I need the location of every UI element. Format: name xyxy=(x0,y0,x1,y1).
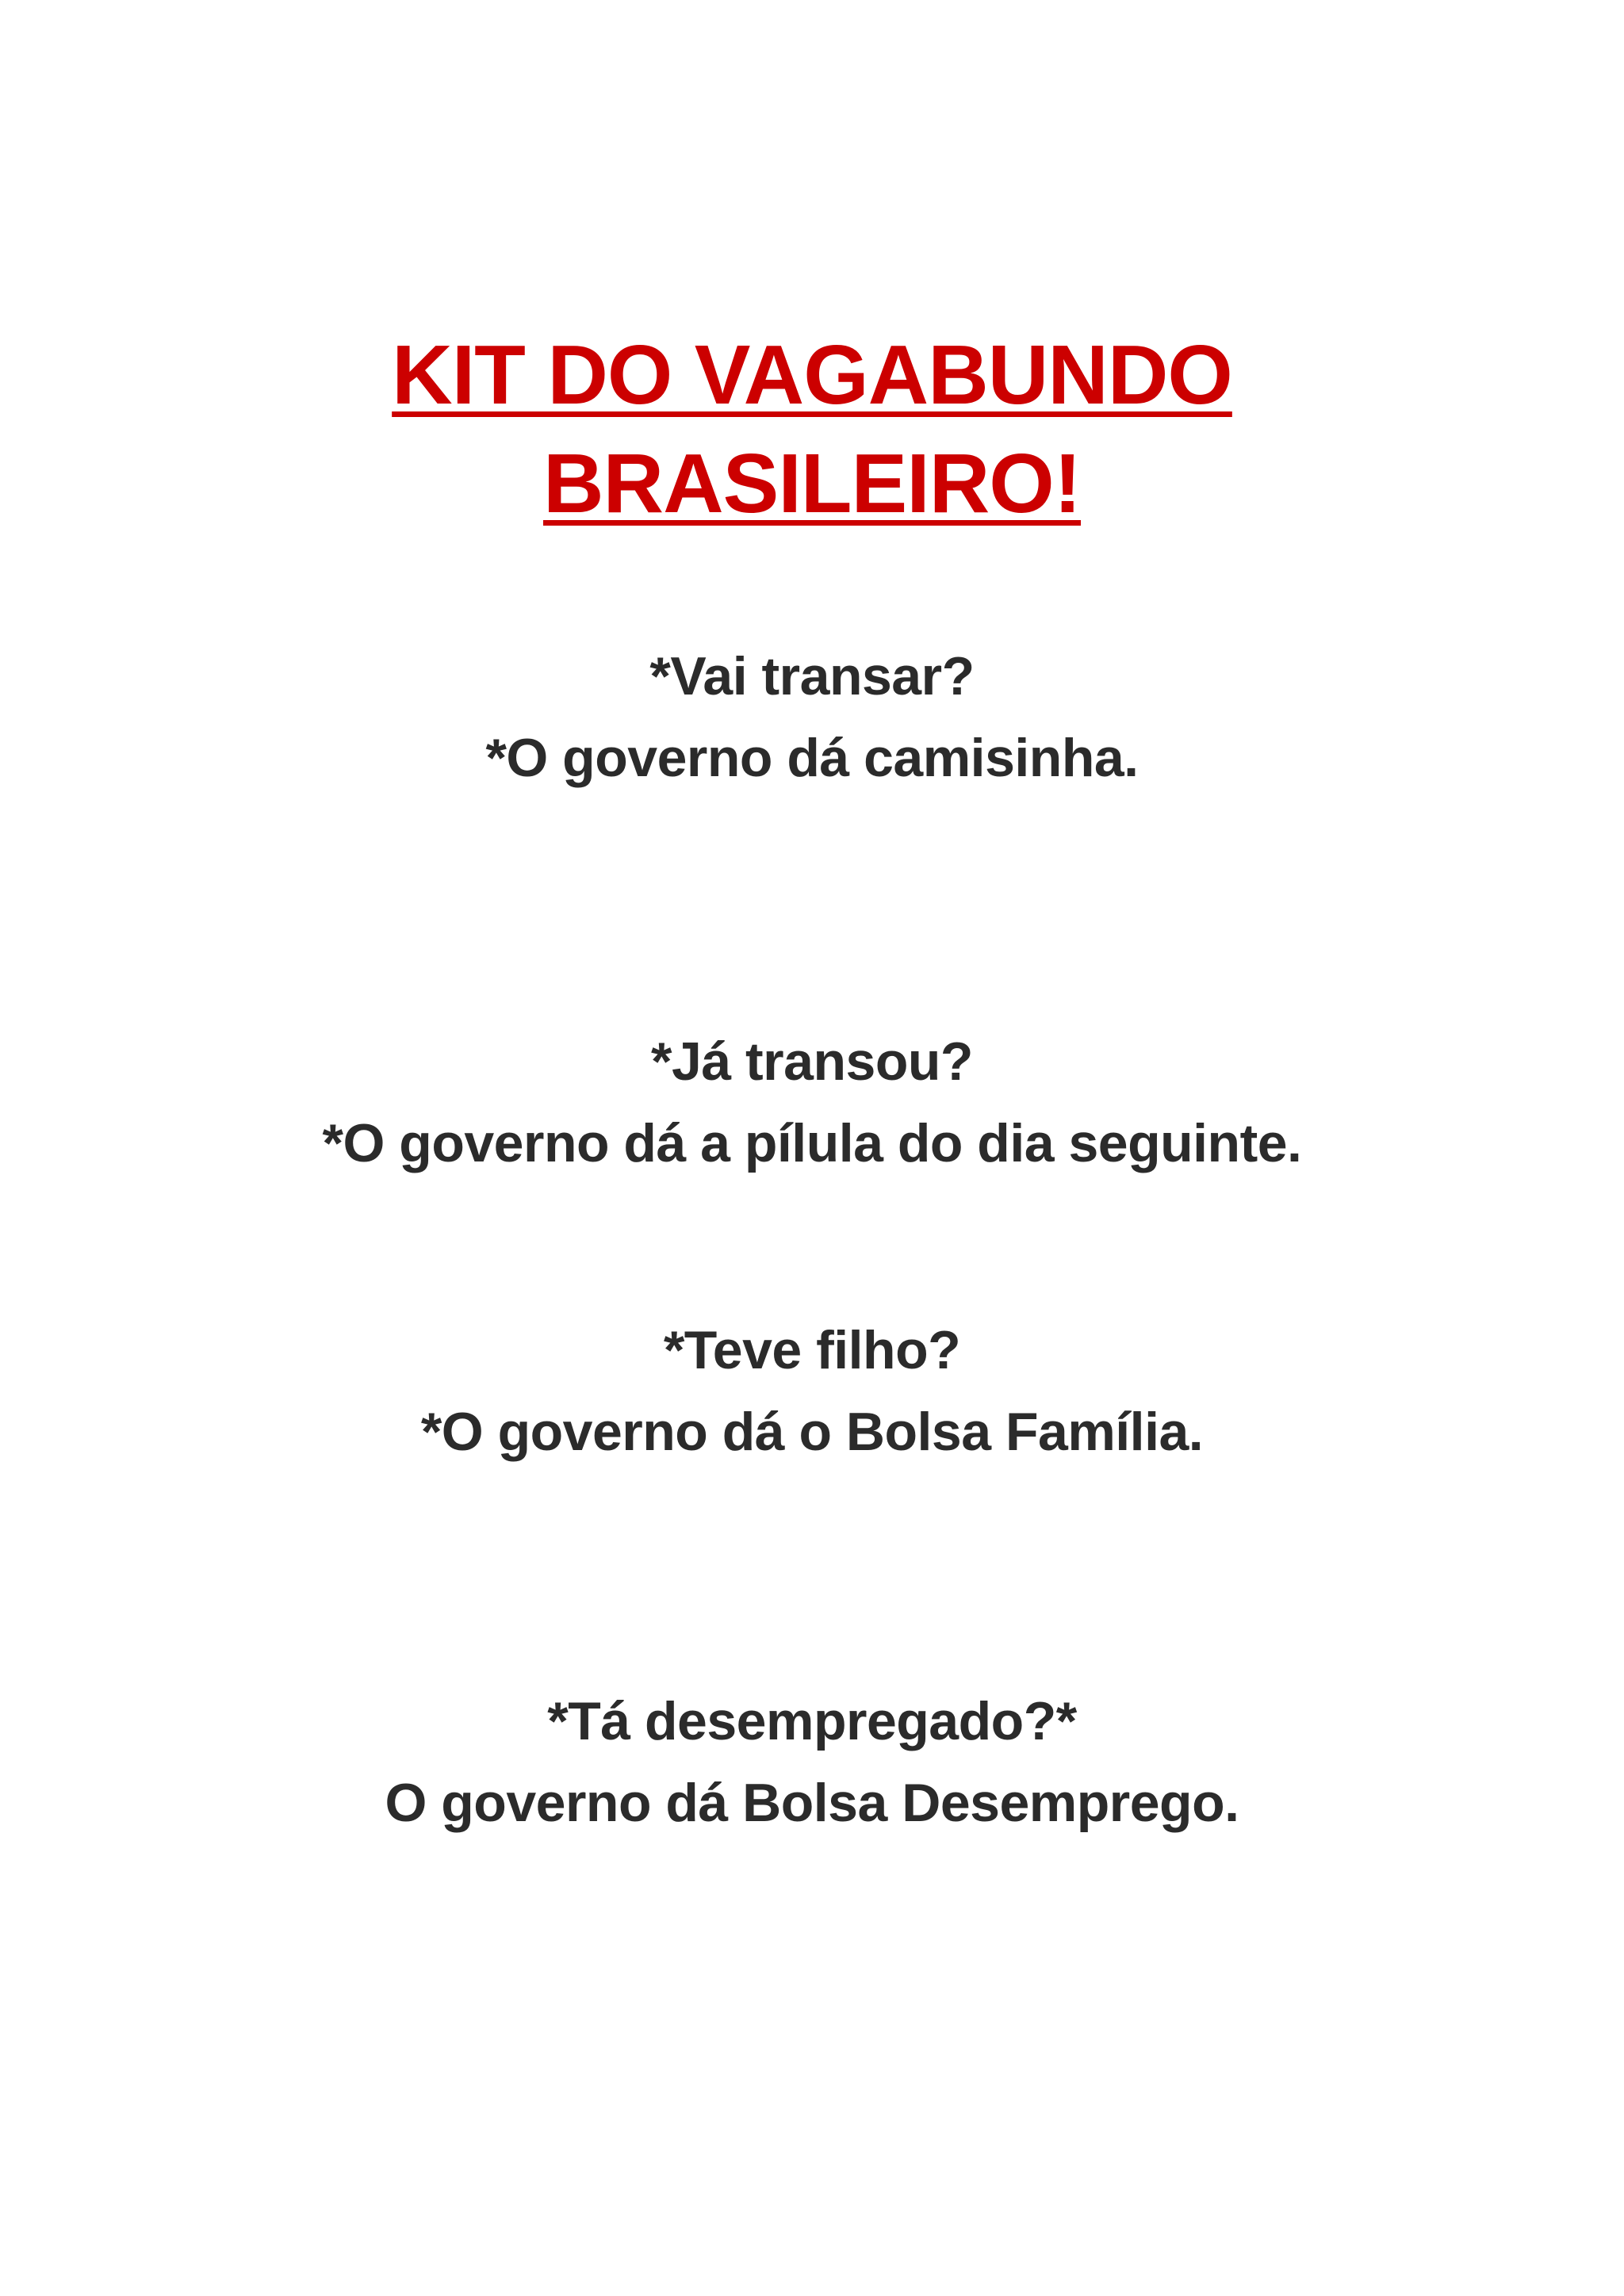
question-1: *Vai transar? xyxy=(649,646,975,706)
question-3: *Teve filho? xyxy=(663,1320,961,1380)
text-block-1 xyxy=(0,636,1624,799)
question-2: *Já transou? xyxy=(651,1031,973,1092)
title-line-1: KIT DO VAGABUNDO xyxy=(392,328,1232,422)
answer-1: *O governo dá camisinha. xyxy=(485,728,1139,788)
answer-4: O governo dá Bolsa Desemprego. xyxy=(385,1773,1239,1833)
title-line-2: BRASILEIRO! xyxy=(543,437,1081,530)
answer-2: *O governo dá a pílula do dia seguinte. xyxy=(322,1113,1302,1173)
question-4: *Tá desempregado?* xyxy=(547,1691,1077,1751)
text-block-2 xyxy=(0,1021,1624,1184)
document-title xyxy=(0,321,1624,538)
answer-3: *O governo dá o Bolsa Família. xyxy=(420,1402,1204,1462)
text-block-3 xyxy=(0,1310,1624,1473)
text-block-4 xyxy=(0,1681,1624,1844)
